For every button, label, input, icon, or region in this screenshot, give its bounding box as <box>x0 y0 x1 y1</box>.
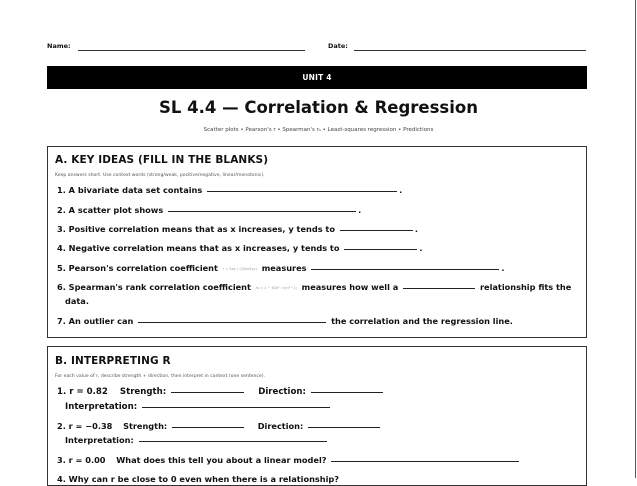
direction-blank[interactable] <box>311 392 383 393</box>
section-interpreting-r <box>47 346 587 486</box>
period: . <box>501 263 505 273</box>
key-idea-4 <box>57 243 422 253</box>
item-text: A <box>68 185 76 195</box>
item-text: An <box>68 316 81 326</box>
item-number: 6. <box>57 282 66 292</box>
section-note: For each value of r, describe strength + direction, then interpret in context (one sentence). <box>55 374 265 379</box>
strength-label: Strength: <box>119 387 167 397</box>
item-text: A <box>68 205 76 215</box>
pearson-formula: r = Sxy / √(SxxSyy) <box>222 266 257 271</box>
key-idea-6 <box>57 282 571 292</box>
key-idea-7 <box>57 316 513 326</box>
period: . <box>414 224 418 234</box>
item-number: 4. <box>57 474 66 484</box>
section-title: A. KEY IDEAS (FILL IN THE BLANKS) <box>55 154 269 166</box>
page-edge <box>635 0 636 478</box>
header-row <box>47 42 587 54</box>
answer-blank[interactable] <box>331 461 519 462</box>
section-note: Keep answers short. Use context words (strong/weak, positive/negative, linear/monotonic). <box>55 173 265 178</box>
direction-label: Direction: <box>257 421 304 431</box>
item-number: 5. <box>57 263 66 273</box>
spearman-formula: rs = 1 − 6Σd² / n(n²−1) <box>255 285 297 290</box>
r-item-3 <box>57 455 521 465</box>
item-text: measures <box>261 263 307 273</box>
interpretation-label: Interpretation: <box>65 435 134 445</box>
r-value: r = 0.82 <box>69 387 108 397</box>
section-title: B. INTERPRETING R <box>55 355 171 367</box>
question-text: model? <box>293 455 327 465</box>
key-idea-5 <box>57 263 504 273</box>
item-text: measures how well a <box>301 282 399 292</box>
item-keyword: scatter plot <box>77 205 132 215</box>
answer-blank[interactable] <box>138 322 326 323</box>
interpretation-label: Interpretation: <box>65 402 138 412</box>
date-label: Date: <box>328 42 348 50</box>
r-item-2 <box>57 421 382 431</box>
page-subtitle: Scatter plots • Pearson's r • Spearman's rₛ • Least-squares regression • Predictions <box>203 127 434 133</box>
item-keyword: bivariate <box>77 185 120 195</box>
item-text: the correlation and the regression line. <box>331 316 513 326</box>
key-idea-2 <box>57 205 361 215</box>
item-text: data set contains <box>122 185 203 195</box>
strength-blank[interactable] <box>171 392 244 393</box>
item-number: 2. <box>57 205 66 215</box>
item-number: 1. <box>57 185 66 195</box>
item-keyword: Negative correlation <box>68 243 164 253</box>
answer-blank[interactable] <box>344 249 417 250</box>
item-text: shows <box>134 205 164 215</box>
interpretation-blank[interactable] <box>139 441 327 442</box>
r-item-2-interpretation <box>65 435 329 445</box>
question-text: Why can r be close to 0 even when there is a relationship? <box>68 474 340 484</box>
period: . <box>399 185 403 195</box>
answer-blank[interactable] <box>403 288 475 289</box>
item-text: Spearman's rank correlation coefficient <box>68 282 251 292</box>
r-item-4 <box>57 474 339 484</box>
item-number: 3. <box>57 224 66 234</box>
item-keyword: outlier <box>83 316 115 326</box>
key-idea-6-continued: data. <box>65 296 89 306</box>
strength-label: Strength: <box>123 421 168 431</box>
item-number: 2. <box>57 421 66 431</box>
item-text: relationship fits the <box>480 282 572 292</box>
answer-blank[interactable] <box>168 211 356 212</box>
key-idea-3 <box>57 224 418 234</box>
item-text: can <box>117 316 134 326</box>
name-label: Name: <box>47 42 71 50</box>
r-item-1 <box>57 387 385 397</box>
item-number: 3. <box>57 455 66 465</box>
section-key-ideas <box>47 146 587 338</box>
item-number: 4. <box>57 243 66 253</box>
direction-blank[interactable] <box>308 427 380 428</box>
item-text: means that as x increases, y tends to <box>166 243 340 253</box>
name-field[interactable] <box>78 50 305 51</box>
r-item-1-interpretation <box>65 402 332 412</box>
question-text: What does this tell you about a <box>116 455 262 465</box>
period: . <box>358 205 362 215</box>
direction-label: Direction: <box>258 387 306 397</box>
item-text: means that as x increases, y tends to <box>161 224 335 234</box>
answer-blank[interactable] <box>207 191 397 192</box>
item-keyword: Positive correlation <box>68 224 160 234</box>
r-value: r = 0.00 <box>68 455 106 465</box>
date-field[interactable] <box>354 50 586 51</box>
page-title: SL 4.4 — Correlation & Regression <box>159 98 478 117</box>
item-number: 7. <box>57 316 66 326</box>
interpretation-blank[interactable] <box>142 407 330 408</box>
answer-blank[interactable] <box>340 230 413 231</box>
key-idea-1 <box>57 185 402 195</box>
item-number: 1. <box>57 387 67 397</box>
strength-blank[interactable] <box>172 427 244 428</box>
question-keyword: linear <box>263 455 291 465</box>
period: . <box>419 243 423 253</box>
r-value: r = −0.38 <box>68 421 113 431</box>
item-text: Pearson's correlation coefficient <box>68 263 218 273</box>
answer-blank[interactable] <box>311 269 499 270</box>
unit-banner: UNIT 4 <box>47 66 587 89</box>
